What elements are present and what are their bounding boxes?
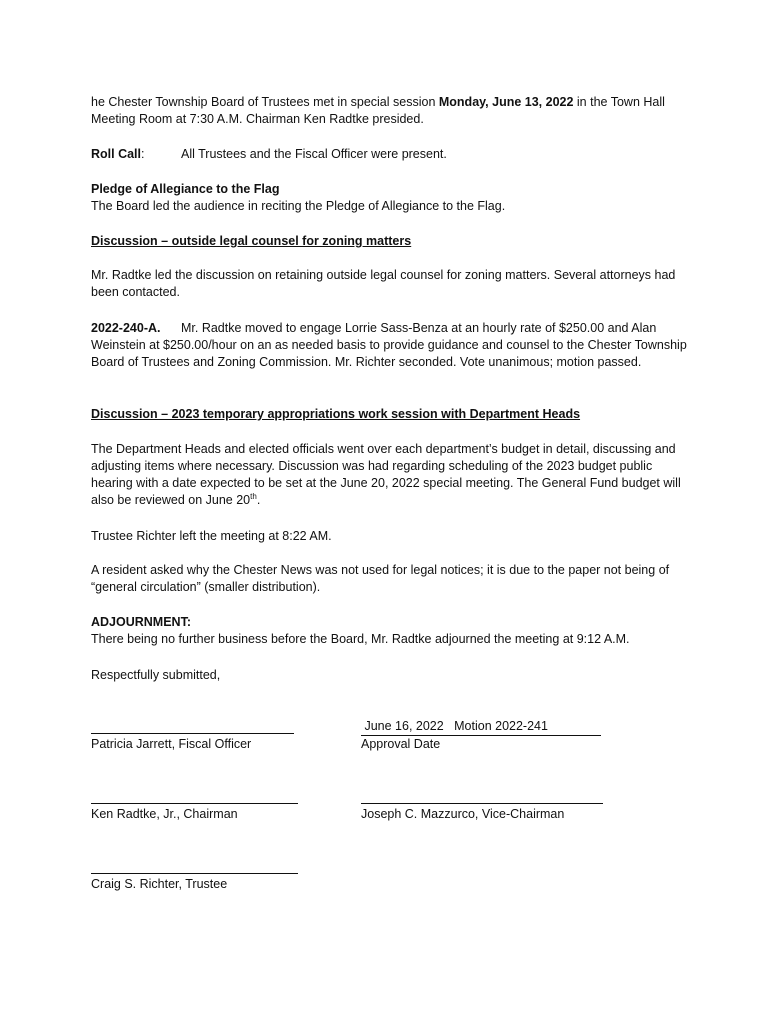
adjournment-section: [91, 614, 691, 648]
motion-2022-240-A: [91, 320, 691, 371]
discussion1-heading: Discussion – outside legal counsel for zoning matters: [91, 234, 412, 248]
signature-line-vice-chairman: [361, 803, 603, 804]
signature-line-fiscal: [91, 733, 294, 734]
motion-id: 2022-240-A.: [91, 321, 161, 335]
motion-text: Mr. Radtke moved to engage Lorrie Sass-Benza at an hourly rate of $250.00 and Alan Weinstein at $250.00/hour on an as needed basis to provide guidance and counsel to the Chester Township Board of Trustees and Zoning Commission. Mr. Richter seconded. Vote unanimous; motion passed.: [91, 321, 687, 369]
meeting-date: Monday, June 13, 2022: [438, 95, 574, 109]
discussion1-text-block: [91, 267, 691, 301]
resident-block: [91, 562, 691, 596]
discussion2-heading-block: [91, 406, 691, 423]
trustee-name-block: [91, 876, 391, 893]
approval-date-value: June 16, 2022 Motion 2022-241: [361, 718, 601, 736]
vice-chairman-name: Joseph C. Mazzurco, Vice-Chairman: [361, 807, 565, 821]
closing-block: [91, 667, 691, 684]
resident-text: A resident asked why the Chester News was not used for legal notices; it is due to the paper not being of “general circulation” (smaller distribution).: [91, 563, 670, 594]
roll-call-section: [91, 146, 691, 163]
closing-text: Respectfully submitted,: [91, 668, 221, 682]
discussion2-sup: th: [250, 491, 257, 501]
richter-left-block: [91, 528, 691, 545]
pledge-text: The Board led the audience in reciting the Pledge of Allegiance to the Flag.: [91, 199, 506, 213]
signature-line-chairman: [91, 803, 298, 804]
adjournment-text: There being no further business before the Board, Mr. Radtke adjourned the meeting at 9:12 A.M.: [91, 632, 630, 646]
roll-call-text: All Trustees and the Fiscal Officer were present.: [181, 147, 447, 161]
vice-chairman-name-block: [361, 806, 661, 823]
discussion1-heading-block: [91, 233, 691, 250]
signature-line: [361, 803, 603, 804]
chairman-name-block: [91, 806, 391, 823]
signature-line: [91, 873, 298, 874]
richter-left-text: Trustee Richter left the meeting at 8:22 AM.: [91, 529, 332, 543]
fiscal-officer-name-block: [91, 736, 391, 753]
approval-date-label: Approval Date: [361, 737, 441, 751]
intro-text-start: he Chester Township Board of Trustees met in special session: [91, 95, 439, 109]
trustee-name: Craig S. Richter, Trustee: [91, 877, 228, 891]
pledge-section: [91, 181, 691, 215]
intro-text-end: in the Town Hall Meeting Room at 7:30 A.M. Chairman Ken Radtke presided.: [91, 95, 665, 126]
fiscal-officer-name: Patricia Jarrett, Fiscal Officer: [91, 737, 252, 751]
signature-line: [91, 733, 294, 734]
roll-call-colon: :: [141, 147, 145, 161]
discussion1-text: Mr. Radtke led the discussion on retaining outside legal counsel for zoning matters. Several attorneys had been contacted.: [91, 268, 676, 299]
discussion2-text-block: [91, 441, 691, 509]
adjournment-heading: ADJOURNMENT:: [91, 615, 191, 629]
signature-line: [91, 803, 298, 804]
discussion2-text: The Department Heads and elected officials went over each department’s budget in detail, discussing and adjusting items where necessary. Discussion was had regarding scheduling of the 2023 budget public hearing with a date expected to be set at the June 20, 2022 special meeting. The General Fund budget will also be reviewed on June 20: [91, 442, 681, 507]
discussion2-end: .: [256, 493, 261, 507]
approval-block: [361, 718, 621, 753]
discussion2-heading: Discussion – 2023 temporary appropriations work session with Department Heads: [91, 407, 581, 421]
pledge-heading: Pledge of Allegiance to the Flag: [91, 182, 280, 196]
roll-call-label: Roll Call: [91, 147, 142, 161]
intro-paragraph: [91, 94, 691, 128]
signature-line-trustee: [91, 873, 298, 874]
chairman-name: Ken Radtke, Jr., Chairman: [91, 807, 238, 821]
